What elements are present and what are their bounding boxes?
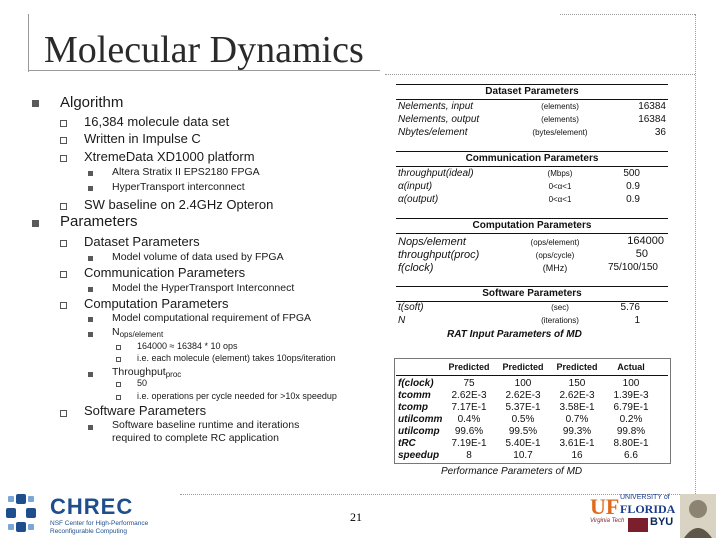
- param-name: α(input): [398, 181, 433, 192]
- bullet-dataset-params: Dataset Parameters: [84, 234, 200, 249]
- param-unit: (bytes/element): [532, 128, 588, 137]
- table-rule: [396, 375, 668, 376]
- param-value: 50: [635, 248, 648, 260]
- perf-header: Predicted: [556, 362, 598, 372]
- param-name: Nelements, output: [398, 114, 480, 125]
- param-unit: (elements): [541, 102, 579, 111]
- perf-cell: 6.79E-1: [613, 402, 649, 413]
- perf-header: Predicted: [448, 362, 490, 372]
- bullet-nops: [112, 326, 163, 339]
- title-frame-vertical: [28, 14, 29, 72]
- bullet-dataset-params-desc: Model volume of data used by FPGA: [112, 251, 284, 263]
- uf-university-of: UNIVERSITY of: [620, 494, 670, 501]
- table-rule: [396, 99, 668, 100]
- table-rule: [396, 233, 668, 234]
- vt-mark-icon: [628, 518, 648, 532]
- bullet-comm-params: Communication Parameters: [84, 265, 246, 280]
- param-unit: (ops/element): [530, 238, 580, 247]
- comm-params-title: Communication Parameters: [465, 153, 599, 164]
- bullet-nops-note: i.e. each molecule (element) takes 10ops/iteration: [137, 353, 336, 363]
- bullet-impulse: Written in Impulse C: [84, 131, 201, 146]
- param-value: 164000: [627, 235, 664, 247]
- top-dotted-rule: [560, 14, 695, 15]
- param-name: N: [398, 315, 406, 326]
- param-value: 5.76: [620, 302, 640, 313]
- param-name: t(soft): [398, 302, 424, 313]
- param-value: 16384: [638, 114, 666, 125]
- param-value: 75/100/150: [607, 262, 658, 273]
- perf-cell: 2.62E-3: [451, 390, 487, 401]
- bullet-hollow: [60, 120, 67, 127]
- bullet-square: [32, 100, 39, 107]
- bullet-hollow: [60, 240, 67, 247]
- param-unit: (elements): [541, 115, 579, 124]
- perf-cell: 99.3%: [562, 426, 592, 437]
- param-name: Nelements, input: [398, 101, 474, 112]
- perf-header: Actual: [617, 362, 645, 372]
- bullet-small: [88, 256, 93, 261]
- table-rule: [396, 151, 668, 152]
- param-name: Nbytes/element: [398, 127, 468, 138]
- param-value: 500: [623, 168, 640, 179]
- perf-row-name: tRC: [398, 438, 416, 449]
- bullet-sw-baseline: SW baseline on 2.4GHz Opteron: [84, 197, 274, 212]
- perf-row-name: utilcomm: [398, 414, 443, 425]
- bullet-nops-calc: 164000 ≈ 16384 * 10 ops: [137, 341, 238, 351]
- bullet-small: [88, 332, 93, 337]
- bullet-tiny-hollow: [116, 357, 121, 362]
- right-dotted-rule: [695, 14, 696, 494]
- bullet-hollow: [60, 410, 67, 417]
- dataset-params-title: Dataset Parameters: [485, 86, 579, 97]
- perf-cell: 0.4%: [457, 414, 481, 425]
- comp-params-title: Computation Parameters: [472, 220, 592, 231]
- rat-caption: RAT Input Parameters of MD: [447, 329, 582, 340]
- perf-cell: 75: [463, 378, 475, 389]
- chrec-logo: [6, 492, 176, 541]
- bullet-tiny-hollow: [116, 395, 121, 400]
- bullet-software-desc-2: required to complete RC application: [112, 432, 279, 444]
- perf-caption: Performance Parameters of MD: [441, 466, 583, 477]
- param-name: α(output): [398, 194, 439, 205]
- param-value: 0.9: [626, 194, 640, 205]
- param-unit: (iterations): [541, 316, 579, 325]
- perf-cell: 99.8%: [616, 426, 646, 437]
- slide-title: Molecular Dynamics: [44, 29, 364, 71]
- bullet-hollow: [60, 203, 67, 210]
- perf-header: Predicted: [502, 362, 544, 372]
- perf-cell: 2.62E-3: [505, 390, 541, 401]
- bullet-software-desc-1: Software baseline runtime and iterations: [112, 419, 300, 431]
- param-unit: (sec): [551, 303, 569, 312]
- perf-cell: 99.6%: [454, 426, 484, 437]
- chrec-wordmark: CHREC: [50, 494, 134, 519]
- param-name: throughput(proc): [398, 249, 480, 261]
- perf-cell: 2.62E-3: [559, 390, 595, 401]
- bullet-hollow: [60, 137, 67, 144]
- nops-label: N: [112, 326, 120, 338]
- perf-cell: 100: [514, 378, 532, 389]
- bullet-small: [88, 372, 93, 377]
- perf-cell: 1.39E-3: [613, 390, 649, 401]
- perf-cell: 6.6: [624, 450, 638, 461]
- bullet-parameters: Parameters: [60, 213, 138, 230]
- table-rule: [396, 84, 668, 85]
- bullet-comp-params: Computation Parameters: [84, 296, 229, 311]
- chrec-tagline-1: NSF Center for High-Performance: [50, 520, 149, 527]
- bullet-comp-params-desc: Model computational requirement of FPGA: [112, 312, 312, 324]
- bullet-hollow: [60, 271, 67, 278]
- bullet-small: [88, 171, 93, 176]
- bullet-hypertransport: HyperTransport interconnect: [112, 181, 245, 193]
- perf-cell: 3.61E-1: [559, 438, 595, 449]
- throughput-label: Throughput: [112, 366, 166, 378]
- perf-cell: 5.40E-1: [505, 438, 541, 449]
- perf-cell: 10.7: [513, 450, 533, 461]
- param-name: f(clock): [398, 262, 434, 274]
- bullet-throughput-note: i.e. operations per cycle needed for >10x speedup: [137, 391, 337, 401]
- bullet-small: [88, 317, 93, 322]
- perf-cell: 8.80E-1: [613, 438, 649, 449]
- uf-florida: FLORIDA: [620, 502, 676, 516]
- bullet-dataset: 16,384 molecule data set: [84, 114, 230, 129]
- perf-row-name: tcomm: [398, 390, 431, 401]
- bullet-comm-params-desc: Model the HyperTransport Interconnect: [112, 282, 295, 294]
- perf-row-name: tcomp: [398, 402, 428, 413]
- param-value: 16384: [638, 101, 666, 112]
- param-unit: (ops/cycle): [535, 251, 575, 260]
- uf-logo-icon: UF: [590, 494, 620, 519]
- bullet-algorithm: Algorithm: [60, 94, 124, 111]
- bullet-hollow: [60, 155, 67, 162]
- bullet-tiny-hollow: [116, 382, 121, 387]
- param-unit: 0<α<1: [548, 182, 572, 191]
- bullet-small: [88, 186, 93, 191]
- perf-cell: 150: [568, 378, 586, 389]
- perf-cell: 100: [622, 378, 640, 389]
- bullet-tiny-hollow: [116, 345, 121, 350]
- bullet-software-params: Software Parameters: [84, 403, 207, 418]
- perf-cell: 99.5%: [508, 426, 538, 437]
- table-rule: [396, 286, 668, 287]
- perf-row-name: f(clock): [398, 378, 434, 389]
- perf-cell: 7.17E-1: [451, 402, 487, 413]
- param-unit: (MHz): [542, 263, 568, 273]
- bullet-small: [88, 425, 93, 430]
- perf-cell: 0.2%: [619, 414, 643, 425]
- title-dotted-rule: [385, 74, 695, 75]
- perf-cell: 0.5%: [511, 414, 535, 425]
- perf-cell: 8: [466, 450, 472, 461]
- bullet-altera: Altera Stratix II EPS2180 FPGA: [112, 166, 260, 178]
- sw-params-title: Software Parameters: [482, 288, 582, 299]
- portrait-icon: [680, 494, 716, 538]
- bullet-square: [32, 220, 39, 227]
- param-value: 1: [634, 315, 640, 326]
- perf-cell: 5.37E-1: [505, 402, 541, 413]
- param-value: 36: [654, 127, 666, 138]
- perf-row-name: utilcomp: [398, 426, 440, 437]
- page-number: 21: [350, 510, 362, 524]
- bullet-throughput-val: 50: [137, 378, 148, 388]
- table-rule: [396, 218, 668, 219]
- param-unit: 0<α<1: [548, 195, 572, 204]
- vt-logo: Virginia Tech: [590, 518, 625, 524]
- param-value: 0.9: [626, 181, 640, 192]
- perf-cell: 3.58E-1: [559, 402, 595, 413]
- byu-logo: BYU: [650, 516, 674, 528]
- perf-cell: 0.7%: [565, 414, 589, 425]
- bullet-small: [88, 287, 93, 292]
- nops-subscript: ops/element: [119, 330, 164, 339]
- perf-cell: 16: [571, 450, 583, 461]
- perf-row-name: speedup: [398, 450, 440, 461]
- chrec-tagline-2: Reconfigurable Computing: [50, 528, 127, 535]
- param-name: Nops/element: [398, 236, 466, 248]
- table-rule: [396, 166, 668, 167]
- bullet-hollow: [60, 302, 67, 309]
- param-name: throughput(ideal): [398, 168, 474, 179]
- param-unit: (Mbps): [547, 169, 573, 178]
- throughput-subscript: proc: [165, 370, 182, 379]
- bullet-xtreme: XtremeData XD1000 platform: [84, 149, 255, 164]
- perf-cell: 7.19E-1: [451, 438, 487, 449]
